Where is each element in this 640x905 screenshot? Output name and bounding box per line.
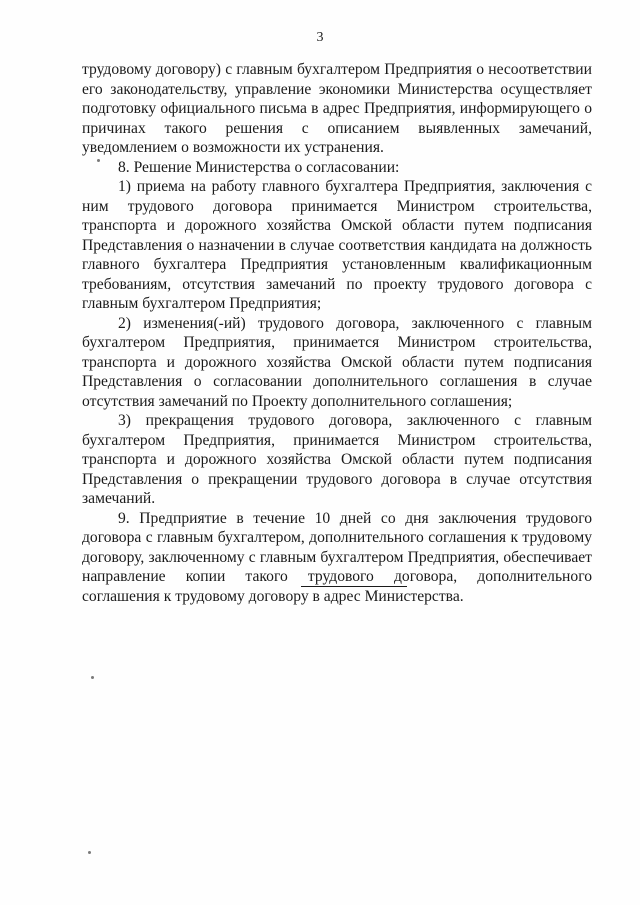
paragraph-subitem-2: 2) изменения(-ий) трудового договора, заключенного с главным бухгалтером Предприятия, принимается Министром строительства, транспорта и дорожного хозяйства Омской области путем подписания Представления о согласовании дополнительного соглашения в случае отсутствия замечаний по Проекту дополнительного соглашения;	[82, 314, 592, 410]
paragraph-item-9: 9. Предприятие в течение 10 дней со дня заключения трудового договора с главным бухгалтером, дополнительного соглашения к трудовому договору, заключенному с главным бухгалтером Предприятия, обеспечивает направление копии такого трудового договора, дополнительного соглашения к трудовому договору в адрес Министерства.	[82, 509, 592, 605]
paragraph-continuation: трудовому договору) с главным бухгалтером Предприятия о несоответствии его законодательству, управление экономики Министерства осуществляет подготовку официального письма в адрес Предприятия, информирующего о причинах такого решения с описанием выявленных замечаний, уведомлением о возможности их устранения.	[82, 61, 592, 156]
paragraph-item-8: 8. Решение Министерства о согласовании:	[118, 158, 400, 176]
scan-speck	[97, 159, 100, 162]
scan-speck	[88, 851, 91, 854]
document-body	[82, 60, 592, 606]
end-separator-line	[301, 586, 407, 587]
page-number: 3	[316, 30, 324, 45]
scan-speck	[91, 676, 94, 679]
paragraph-subitem-1: 1) приема на работу главного бухгалтера Предприятия, заключения с ним трудового договора принимается Министром строительства, транспорта и дорожного хозяйства Омской области путем подписания Представления о назначении в случае соответствия кандидата на должность главного бухгалтера Предприятия установленным квалификационным требованиям, отсутствия замечаний по проекту трудового договора с главным бухгалтером Предприятия;	[82, 178, 592, 312]
paragraph-subitem-3: 3) прекращения трудового договора, заключенного с главным бухгалтером Предприятия, принимается Министром строительства, транспорта и дорожного хозяйства Омской области путем подписания Представления о прекращении трудового договора в случае отсутствия замечаний.	[82, 412, 592, 507]
